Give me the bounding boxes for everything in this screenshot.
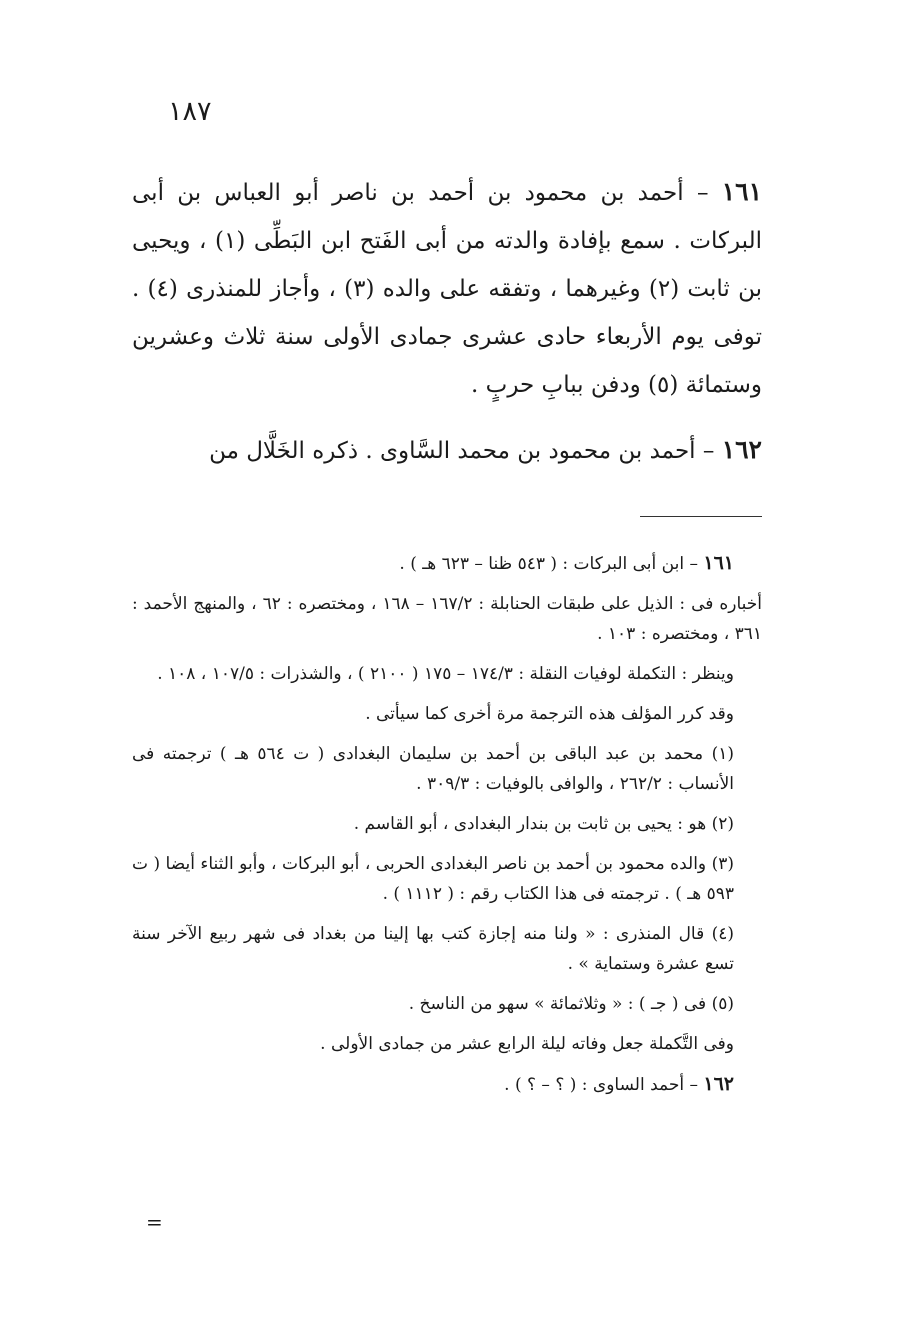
- note-paragraph: أخباره فى : الذيل على طبقات الحنابلة : ١٦٧/٢ – ١٦٨ ، ومختصره : ٦٢ ، والمنهج الأحمد : ٣٦١ ، ومختصره : ١٠٣ .: [132, 594, 763, 644]
- main-text-block: [132, 168, 762, 409]
- entry-text: أحمد بن محمود بن أحمد بن ناصر أبو العباس بن أبى البركات . سمع بإفادة والدته من أبى الفَتح ابن البَطِّى (١) ، ويحيى بن ثابت (٢) وغيرهما ، وتفقه على والده (٣) ، وأجاز للمنذرى (٤) . توفى يوم الأربعاء حادى عشرى جمادى الأولى سنة ثلاث وعشرين وستمائة (٥) ودفن ببابِ حربٍ .: [132, 180, 762, 398]
- entry-number: ١٦١: [721, 177, 763, 206]
- entry-number: ١٦٢: [721, 435, 762, 464]
- note-paragraph: وقد كرر المؤلف هذه الترجمة مرة أخرى كما سيأتى .: [365, 704, 734, 724]
- footnote-3: (٣) والده محمود بن أحمد بن ناصر البغدادى الحربى ، أبو البركات ، وأبو الثناء أيضا ( ت ٥٩٣ هـ ) . ترجمته فى هذا الكتاب رقم : ( ١١١٢ ) .: [132, 854, 734, 904]
- note-paragraph: وينظر : التكملة لوفيات النقلة : ١٧٤/٣ – ١٧٥ ( ٢١٠٠ ) ، والشذرات : ١٠٧/٥ ، ١٠٨ .: [157, 664, 734, 684]
- note-number: ١٦١: [703, 552, 734, 574]
- entry-text: أحمد بن محمود بن محمد السَّاوى . ذكره الخَلَّال من: [209, 438, 696, 464]
- entry-161: [132, 168, 762, 409]
- footnote-divider: [640, 516, 762, 517]
- page-number: ١٨٧: [168, 96, 212, 127]
- note-161-header: [132, 548, 762, 579]
- footnote-5: (٥) فى ( جـ ) : « وثلاثمائة » سهو من الناسخ .: [408, 994, 734, 1014]
- entry-dash: –: [702, 438, 715, 464]
- footnotes: [132, 548, 762, 1110]
- footnote-1: (١) محمد بن عبد الباقى بن أحمد بن سليمان البغدادى ( ت ٥٦٤ هـ ) ترجمته فى الأنساب : ٢٦٢/٢ ، والوافى بالوفيات : ٣٠٩/٣ .: [132, 744, 735, 794]
- continuation-mark: =: [146, 1210, 163, 1234]
- entry-dash: –: [696, 180, 709, 206]
- footnote-4: (٤) قال المنذرى : « ولنا منه إجازة كتب بها إلينا من بغداد فى شهر ربيع الآخر سنة تسع عشرة وستماية » .: [132, 924, 735, 974]
- note-text: – أحمد الساوى : ( ؟ – ؟ ) .: [504, 1075, 698, 1095]
- note-paragraph: وفى التَّكملة جعل وفاته ليلة الرابع عشر من جمادى الأولى .: [320, 1034, 734, 1054]
- entry-162: [132, 426, 762, 475]
- note-number: ١٦٢: [703, 1073, 734, 1095]
- footnote-2: (٢) هو : يحيى بن ثابت بن بندار البغدادى ، أبو القاسم .: [353, 814, 734, 834]
- note-text: – ابن أبى البركات : ( ٥٤٣ ظنا – ٦٢٣ هـ ) .: [399, 554, 698, 574]
- note-162-header: [132, 1069, 762, 1100]
